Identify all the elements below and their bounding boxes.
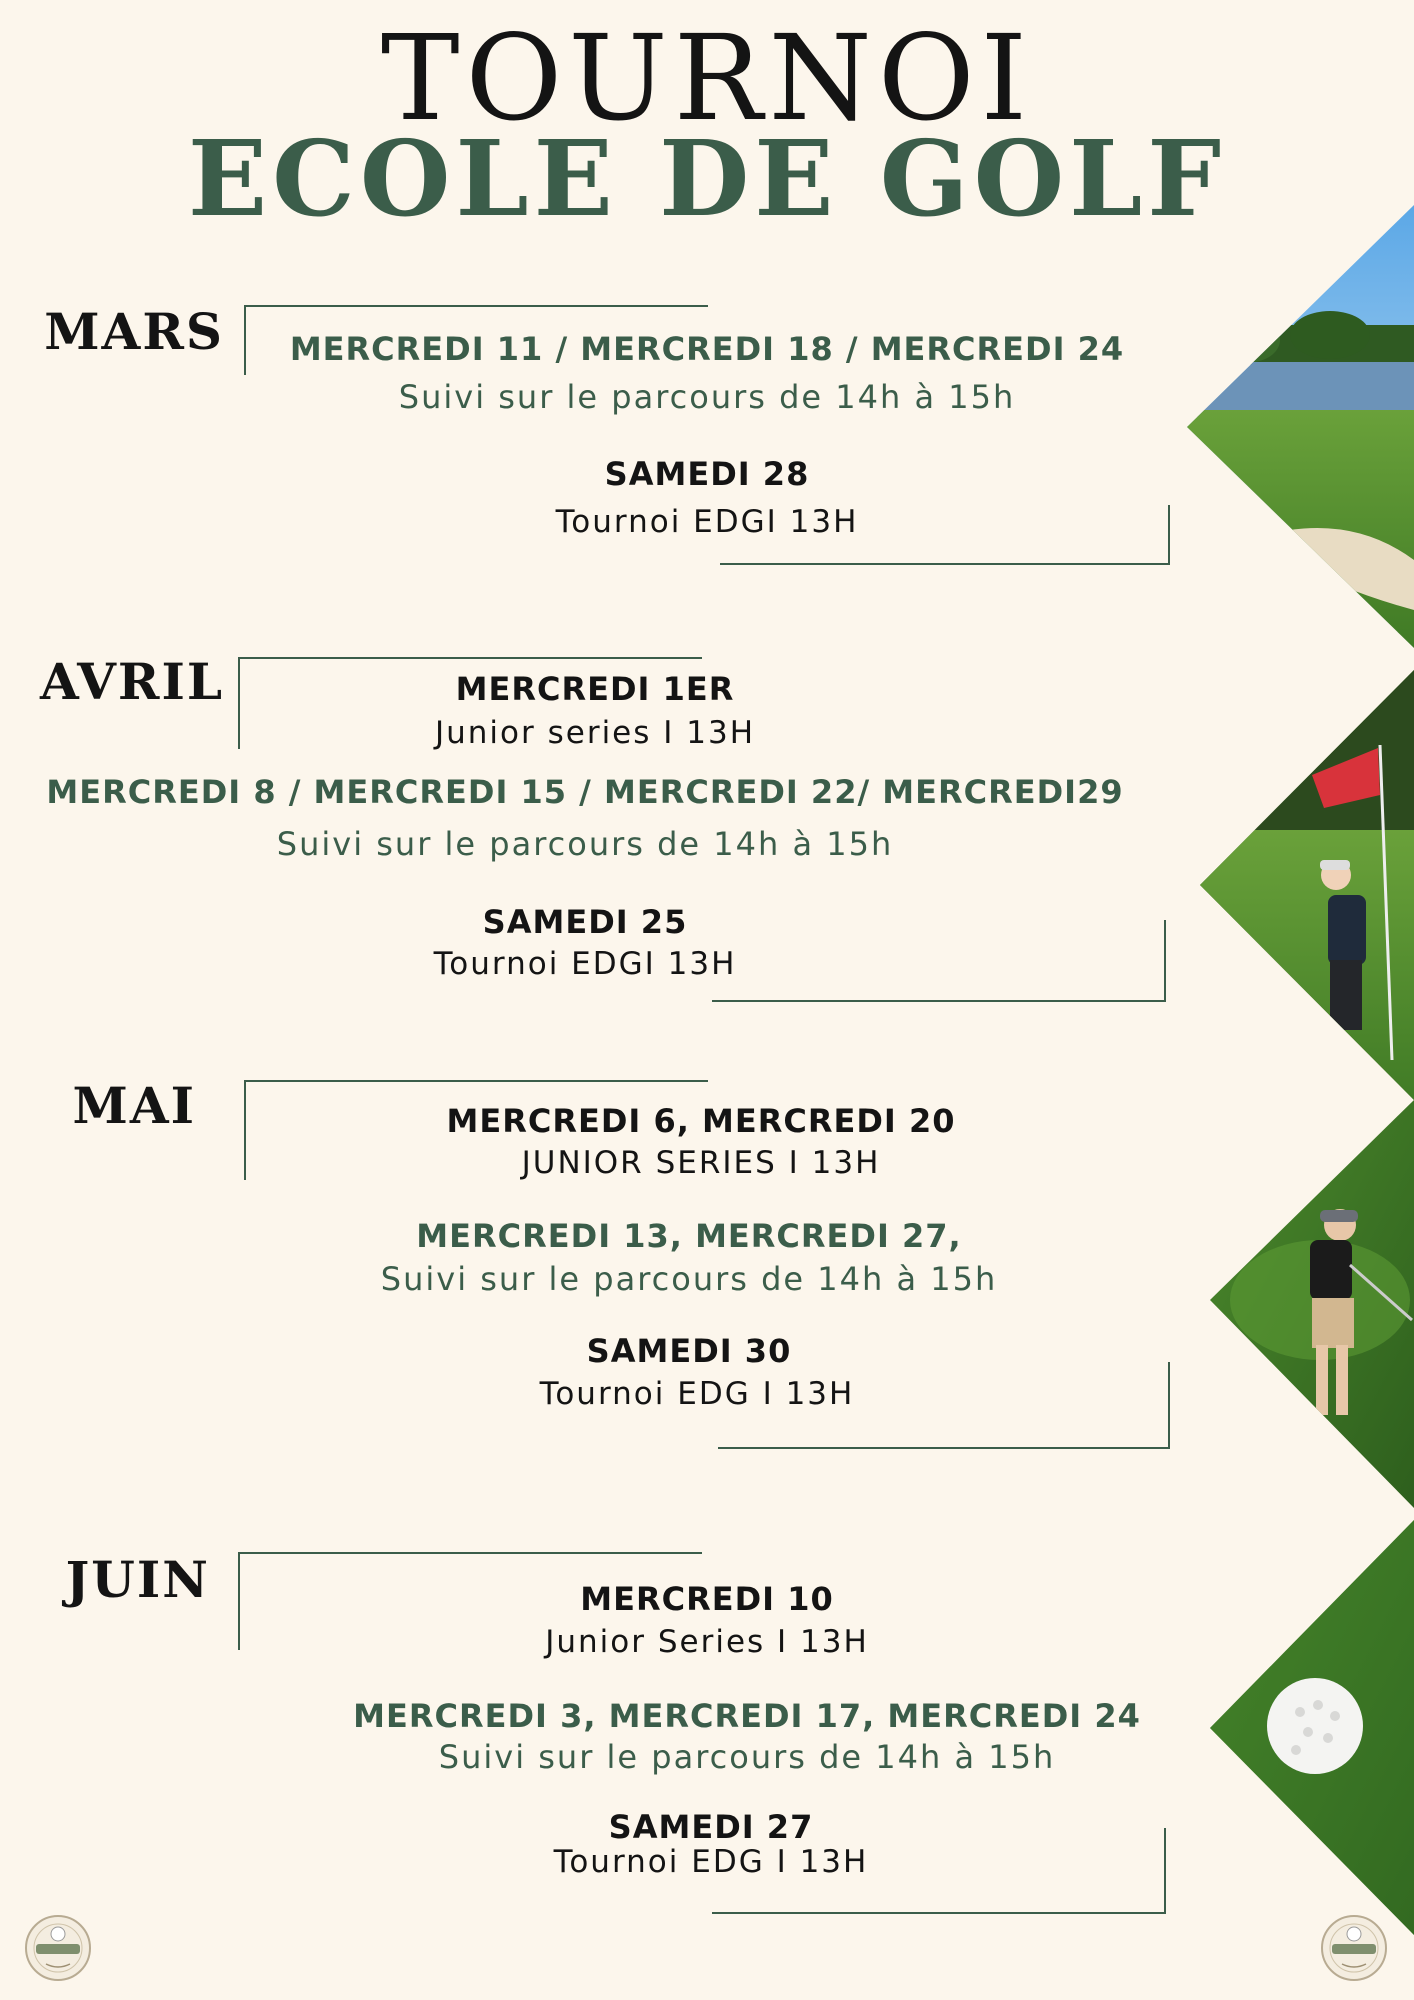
juin-tournoi: Tournoi EDG I 13H <box>553 1844 869 1880</box>
month-mars: MARS <box>44 302 224 361</box>
juin-suivi: Suivi sur le parcours de 14h à 15h <box>438 1738 1056 1776</box>
bracket-bottom <box>720 505 1170 565</box>
juin-wednesdays: MERCREDI 3, MERCREDI 17, MERCREDI 24 <box>353 1697 1141 1735</box>
month-mai: MAI <box>72 1076 196 1135</box>
golf-club-logo-icon <box>1318 1912 1390 1984</box>
mai-wednesdays: MERCREDI 13, MERCREDI 27, <box>416 1217 962 1255</box>
bracket-bottom <box>712 920 1166 1002</box>
bracket-bottom <box>718 1362 1170 1449</box>
avril-wednesdays: MERCREDI 8 / MERCREDI 15 / MERCREDI 22/ MERCREDI29 <box>46 773 1124 811</box>
mars-tournoi: Tournoi EDGI 13H <box>555 504 859 540</box>
juin-samedi: SAMEDI 27 <box>608 1808 814 1846</box>
avril-tournoi: Tournoi EDGI 13H <box>433 946 737 982</box>
mai-suivi: Suivi sur le parcours de 14h à 15h <box>380 1260 998 1298</box>
mars-wednesdays: MERCREDI 11 / MERCREDI 18 / MERCREDI 24 <box>289 330 1125 368</box>
mars-samedi: SAMEDI 28 <box>604 455 810 493</box>
mai-tournoi: Tournoi EDG I 13H <box>539 1376 855 1412</box>
golf-club-logo-icon <box>22 1912 94 1984</box>
bracket-bottom <box>712 1828 1166 1914</box>
title-ecole-de-golf: ECOLE DE GOLF <box>187 117 1227 240</box>
juin-junior-series: Junior Series I 13H <box>545 1624 869 1660</box>
mai-junior-dates: MERCREDI 6, MERCREDI 20 <box>446 1102 956 1140</box>
avril-samedi: SAMEDI 25 <box>482 903 688 941</box>
avril-junior-series: Junior series I 13H <box>434 715 756 751</box>
month-avril: AVRIL <box>39 652 224 711</box>
juin-junior-date: MERCREDI 10 <box>580 1580 834 1618</box>
mai-samedi: SAMEDI 30 <box>586 1332 792 1370</box>
month-juin: JUIN <box>65 1550 210 1609</box>
avril-suivi: Suivi sur le parcours de 14h à 15h <box>276 825 894 863</box>
mars-suivi: Suivi sur le parcours de 14h à 15h <box>398 378 1016 416</box>
avril-junior-date: MERCREDI 1ER <box>455 670 735 708</box>
mai-junior-series: JUNIOR SERIES I 13H <box>521 1145 881 1181</box>
title-tournoi: TOURNOI <box>380 9 1034 147</box>
golf-course-lake-photo <box>1180 200 1414 650</box>
